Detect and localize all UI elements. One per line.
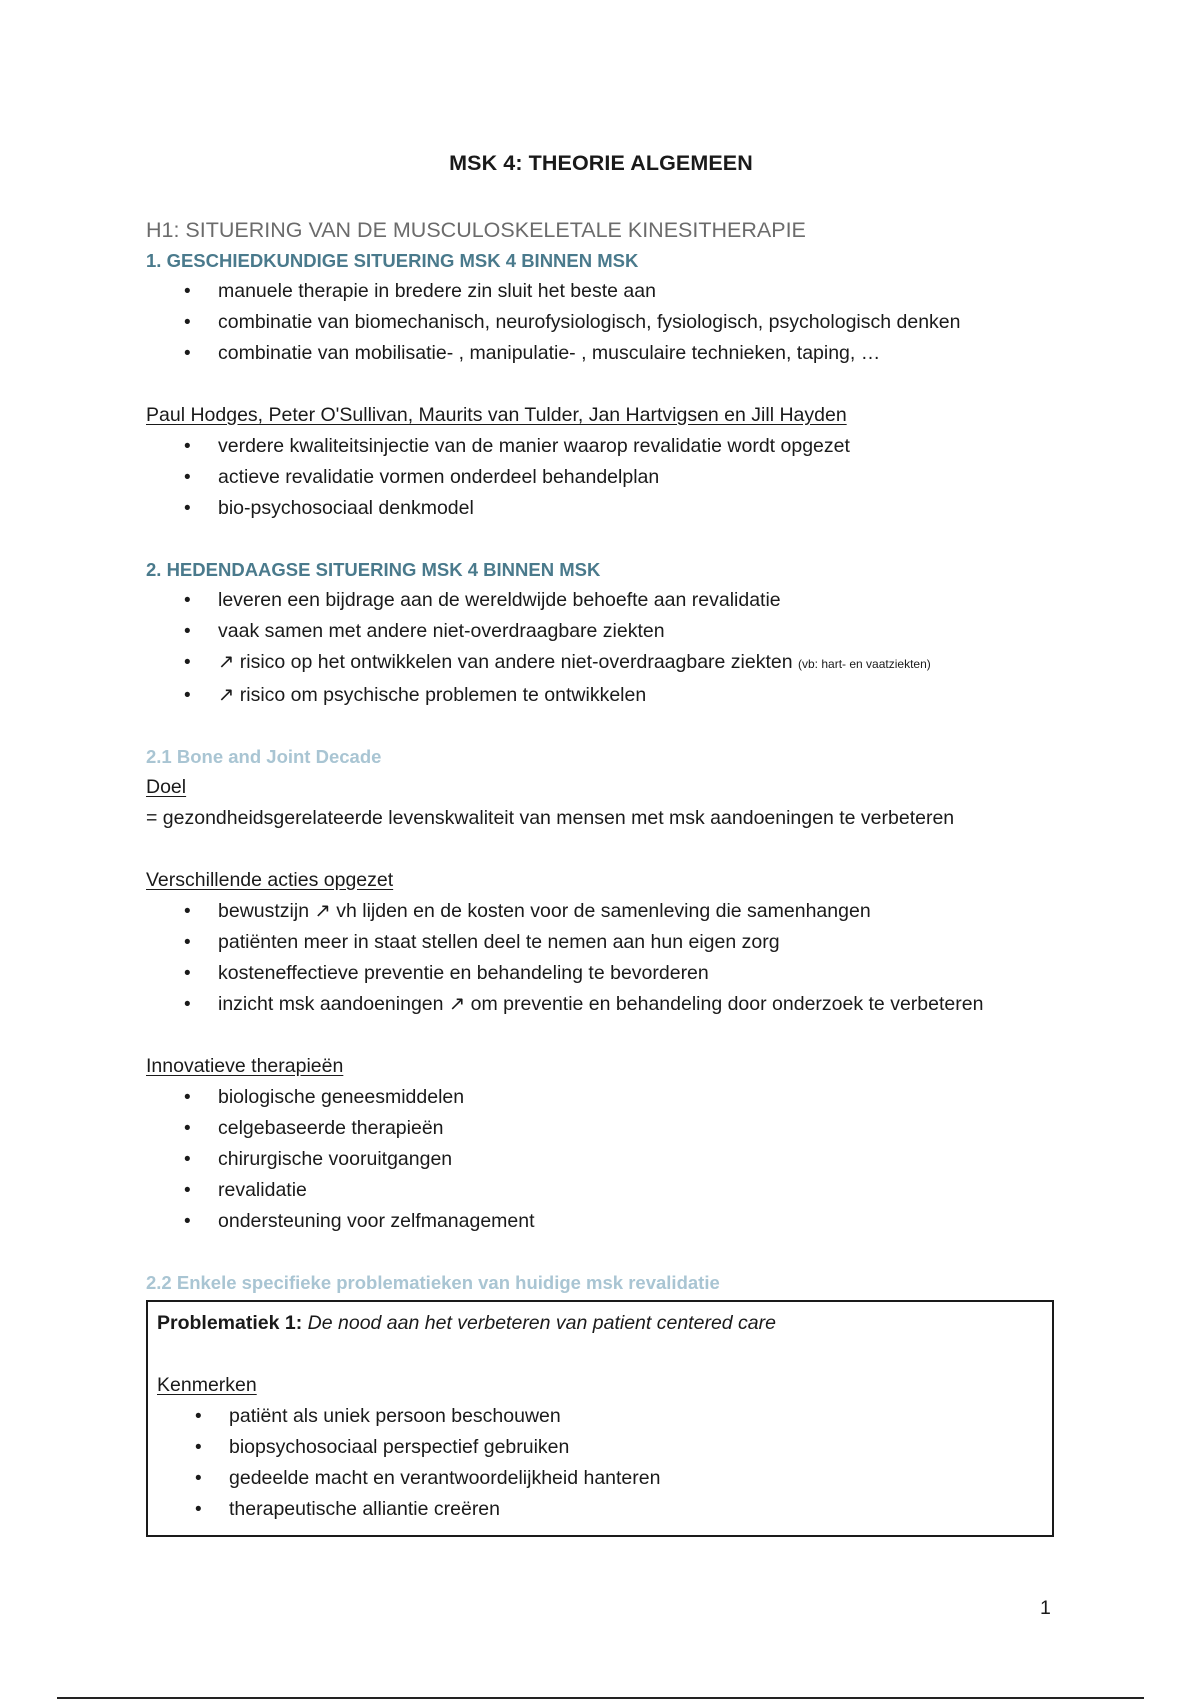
authors-list <box>146 431 1056 524</box>
spacer <box>146 1020 1056 1051</box>
list-item: • chirurgische vooruitgangen <box>184 1144 1056 1175</box>
authors-label: Paul Hodges, Peter O'Sullivan, Maurits van Tulder, Jan Hartvigsen en Jill Hayden <box>146 404 847 426</box>
spacer <box>146 1237 1056 1268</box>
list-item: • biopsychosociaal perspectief gebruiken <box>195 1432 1043 1463</box>
therapies-list <box>146 1082 1056 1237</box>
list-item: • verdere kwaliteitsinjectie van de manier waarop revalidatie wordt opgezet <box>184 431 1056 462</box>
list-item: • manuele therapie in bredere zin sluit het beste aan <box>184 276 1056 307</box>
section-2-list <box>146 585 1056 711</box>
list-item: • kosteneffectieve preventie en behandeling te bevorderen <box>184 958 1056 989</box>
list-item: • biologische geneesmiddelen <box>184 1082 1056 1113</box>
problem-title-bold: Problematiek 1: <box>157 1312 303 1334</box>
goal-label: Doel <box>146 776 187 798</box>
list-item: • ondersteuning voor zelfmanagement <box>184 1206 1056 1237</box>
actions-label: Verschillende acties opgezet <box>146 869 394 891</box>
spacer <box>146 369 1056 400</box>
document-title: MSK 4: THEORIE ALGEMEEN <box>449 151 753 175</box>
section-2-heading: 2. HEDENDAAGSE SITUERING MSK 4 BINNEN MSK <box>146 559 601 580</box>
spacer <box>146 524 1056 555</box>
section-1-list <box>146 276 1056 369</box>
spacer <box>146 711 1056 742</box>
list-item: • gedeelde macht en verantwoordelijkheid hanteren <box>195 1463 1043 1494</box>
subsection-2-2-heading: 2.2 Enkele specifieke problematieken van huidige msk revalidatie <box>146 1272 720 1293</box>
list-item: • patiënt als uniek persoon beschouwen <box>195 1401 1043 1432</box>
goal-text: = gezondheidsgerelateerde levenskwaliteit van mensen met msk aandoeningen te verbeteren <box>146 807 955 829</box>
page-number: 1 <box>1040 1597 1051 1619</box>
list-item: • bewustzijn ↗ vh lijden en de kosten voor de samenleving die samenhangen <box>184 896 1056 927</box>
list-item: • leveren een bijdrage aan de wereldwijde behoefte aan revalidatie <box>184 585 1056 616</box>
section-1-heading: 1. GESCHIEDKUNDIGE SITUERING MSK 4 BINNEN MSK <box>146 250 639 271</box>
features-list <box>157 1401 1043 1525</box>
spacer <box>146 834 1056 865</box>
problem-title <box>157 1308 1043 1339</box>
page-bottom-divider <box>57 1697 1144 1699</box>
list-item: • therapeutische alliantie creëren <box>195 1494 1043 1525</box>
list-item: • vaak samen met andere niet-overdraagbare ziekten <box>184 616 1056 647</box>
list-item-text: ↗ risico op het ontwikkelen van andere niet-overdraagbare ziekten <box>218 651 793 673</box>
list-item: • combinatie van mobilisatie- , manipulatie- , musculaire technieken, taping, … <box>184 338 1056 369</box>
list-item: • celgebaseerde therapieën <box>184 1113 1056 1144</box>
problem-box <box>146 1300 1054 1537</box>
list-item <box>184 647 1056 680</box>
spacer <box>157 1339 1043 1370</box>
list-item: • revalidatie <box>184 1175 1056 1206</box>
list-item: • actieve revalidatie vormen onderdeel behandelplan <box>184 462 1056 493</box>
chapter-heading: H1: SITUERING VAN DE MUSCULOSKELETALE KINESITHERAPIE <box>146 218 806 242</box>
list-item: • patiënten meer in staat stellen deel te nemen aan hun eigen zorg <box>184 927 1056 958</box>
therapies-label: Innovatieve therapieën <box>146 1055 344 1077</box>
example-note: (vb: hart- en vaatziekten) <box>798 657 931 671</box>
actions-list <box>146 896 1056 1020</box>
subsection-2-1-heading: 2.1 Bone and Joint Decade <box>146 746 382 767</box>
page-content <box>146 148 1056 1537</box>
features-label: Kenmerken <box>157 1374 257 1396</box>
list-item: • bio-psychosociaal denkmodel <box>184 493 1056 524</box>
list-item: • ↗ risico om psychische problemen te ontwikkelen <box>184 680 1056 711</box>
problem-title-italic: De nood aan het verbeteren van patient centered care <box>307 1312 776 1334</box>
list-item: • inzicht msk aandoeningen ↗ om preventie en behandeling door onderzoek te verbeteren <box>184 989 1056 1020</box>
list-item: • combinatie van biomechanisch, neurofysiologisch, fysiologisch, psychologisch denken <box>184 307 1056 338</box>
